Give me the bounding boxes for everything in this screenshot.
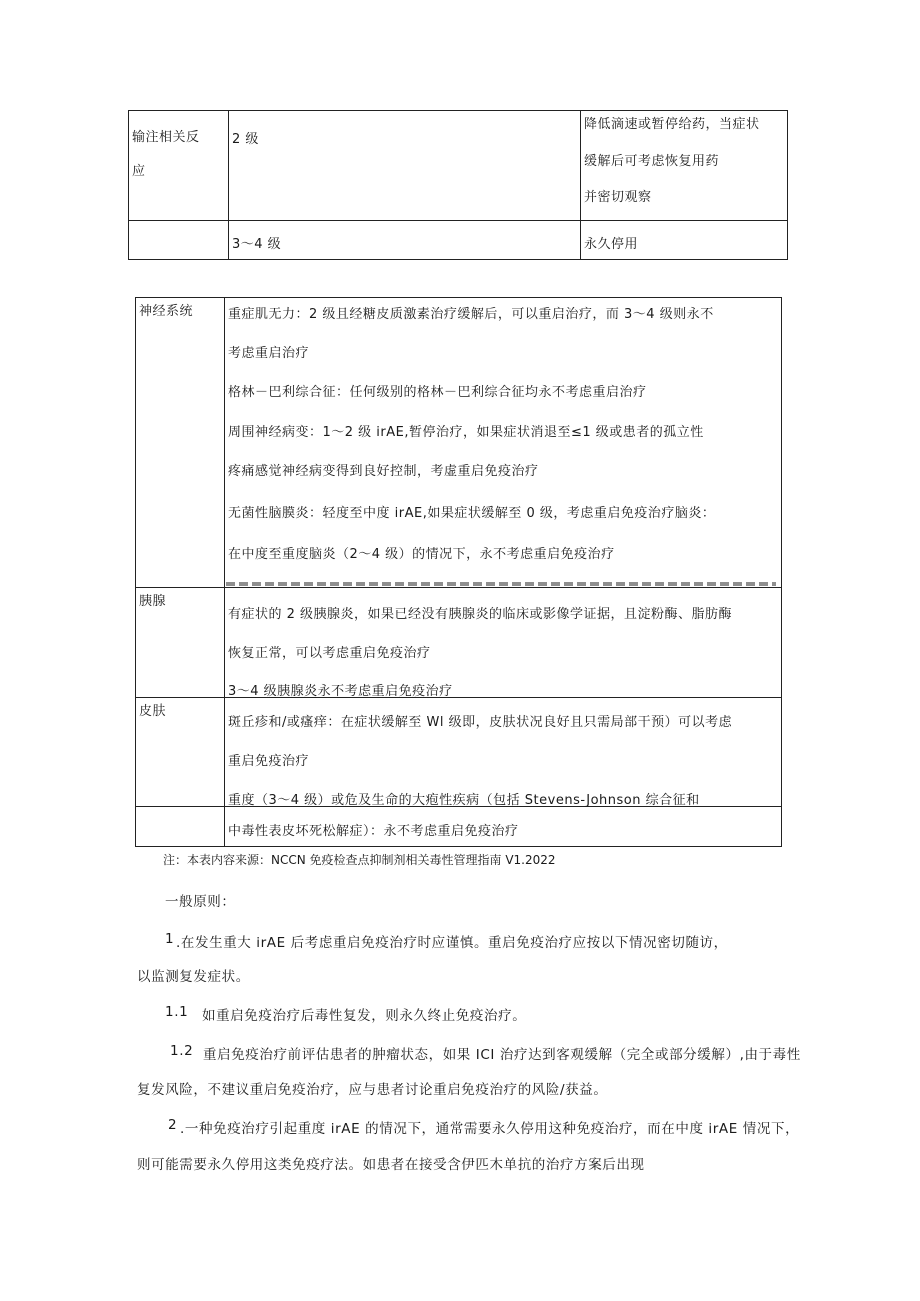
pancreas-line-3: 3～4 级胰腺炎永不考虑重启免疫治疗: [228, 684, 453, 699]
neuro-line-4: 周围神经病变：1～2 级 irAE,暂停治疗，如果症状消退至≤1 级或患者的孤立性: [228, 425, 704, 440]
clipped-text-remnant: [226, 581, 776, 587]
neuro-line-5: 疼痛感觉神经病变得到良好控制，考虚重启免疫治疗: [228, 464, 539, 479]
pancreas-line-2: 恢复正常，可以考虑重启免疫治疗: [228, 646, 431, 661]
neuro-line-1: 重症肌无力：2 级且经糖皮质激素治疗缓解后，可以重启治疗，而 3～4 级则永不: [228, 307, 714, 322]
table1-grade-2: 2 级: [232, 132, 259, 147]
principle-1-number: 1: [165, 931, 175, 947]
principle-1-line2: 以监测复发症状。: [137, 969, 250, 985]
principles-heading: 一般原则：: [165, 894, 236, 910]
neuro-line-7: 在中度至重度脑炎（2～4 级）的情况下，永不考虑重启免疫治疗: [228, 547, 615, 562]
skin-line-3: 重度（3～4 级）或危及生命的大疱性疾病（包括 Stevens-Johnson 综合征和: [228, 793, 700, 808]
principle-2-number: 2: [168, 1117, 178, 1133]
table-source-note: 注：本表内容来源：NCCN 免疫检查点抑制剂相关毒性管理指南 V1.2022: [163, 853, 556, 867]
principle-1-2-line1: 重启免疫治疗前评估患者的肿瘤状态，如果 ICI 治疗达到客观缓解（完全或部分缓解）,由于毒性: [203, 1047, 801, 1063]
category-skin: 皮肤: [139, 704, 167, 719]
neuro-line-6: 无菌性脑膜炎：轻度至中度 irAE,如果症状缓解至 0 级，考虑重启免疫治疗脑炎：: [228, 506, 716, 521]
table1-grade-3-4: 3～4 级: [232, 237, 282, 252]
skin-line-4: 中毒性表皮坏死松解症）：永不考虑重启免疫治疗: [228, 824, 519, 839]
principle-1-2-line2: 复发风险，不建议重启免疫治疗，应与患者讨论重启免疫治疗的风险/获益。: [137, 1082, 608, 1098]
neuro-line-3: 格林－巴利综合征：任何级别的格林－巴利综合征均永不考虑重启治疗: [228, 385, 647, 400]
skin-line-1: 斑丘疹和/或瘙痒：在症状缓解至 Wl 级即，皮肤状况良好且只需局部干预）可以考虑: [228, 715, 733, 730]
principle-2-line2: 则可能需要永久停用这类免疫疗法。如患者在接受含伊匹木单抗的治疗方案后出现: [137, 1157, 645, 1173]
table1-category-line1: 输注相关反: [132, 130, 200, 145]
skin-line-2: 重启免疫治疗: [228, 754, 310, 769]
table1-management-line2: 缓解后可考虑恢复用药: [584, 154, 720, 169]
table1-category-line2: 应: [132, 164, 146, 179]
category-neuro: 神经系统: [139, 304, 194, 319]
table1-management-line3: 并密切观察: [584, 190, 652, 205]
table1-management-permanent: 永久停用: [584, 237, 639, 252]
principle-1-1-number: 1.1: [165, 1004, 189, 1020]
pancreas-line-1: 有症状的 2 级胰腺炎，如果已经没有胰腺炎的临床或影像学证据，且淀粉酶、脂肪酶: [228, 607, 733, 622]
table1-management-line1: 降低滴速或暂停给药，当症状: [584, 117, 760, 132]
principle-2-line1: .一种免疫治疗引起重度 irAE 的情况下，通常需要永久停用这种免疫治疗，而在中度 irAE 情况下，: [180, 1121, 800, 1137]
neuro-line-2: 考虑重启治疗: [228, 346, 310, 361]
principle-1-line1: .在发生重大 irAE 后考虑重启免疫治疗时应谨慎。重启免疫治疗应按以下情况密切随访，: [176, 935, 728, 951]
category-pancreas: 胰腺: [139, 594, 167, 609]
principle-1-2-number: 1.2: [170, 1043, 194, 1059]
principle-1-1-text: 如重启免疫治疗后毒性复发，则永久终止免疫治疗。: [202, 1008, 527, 1024]
